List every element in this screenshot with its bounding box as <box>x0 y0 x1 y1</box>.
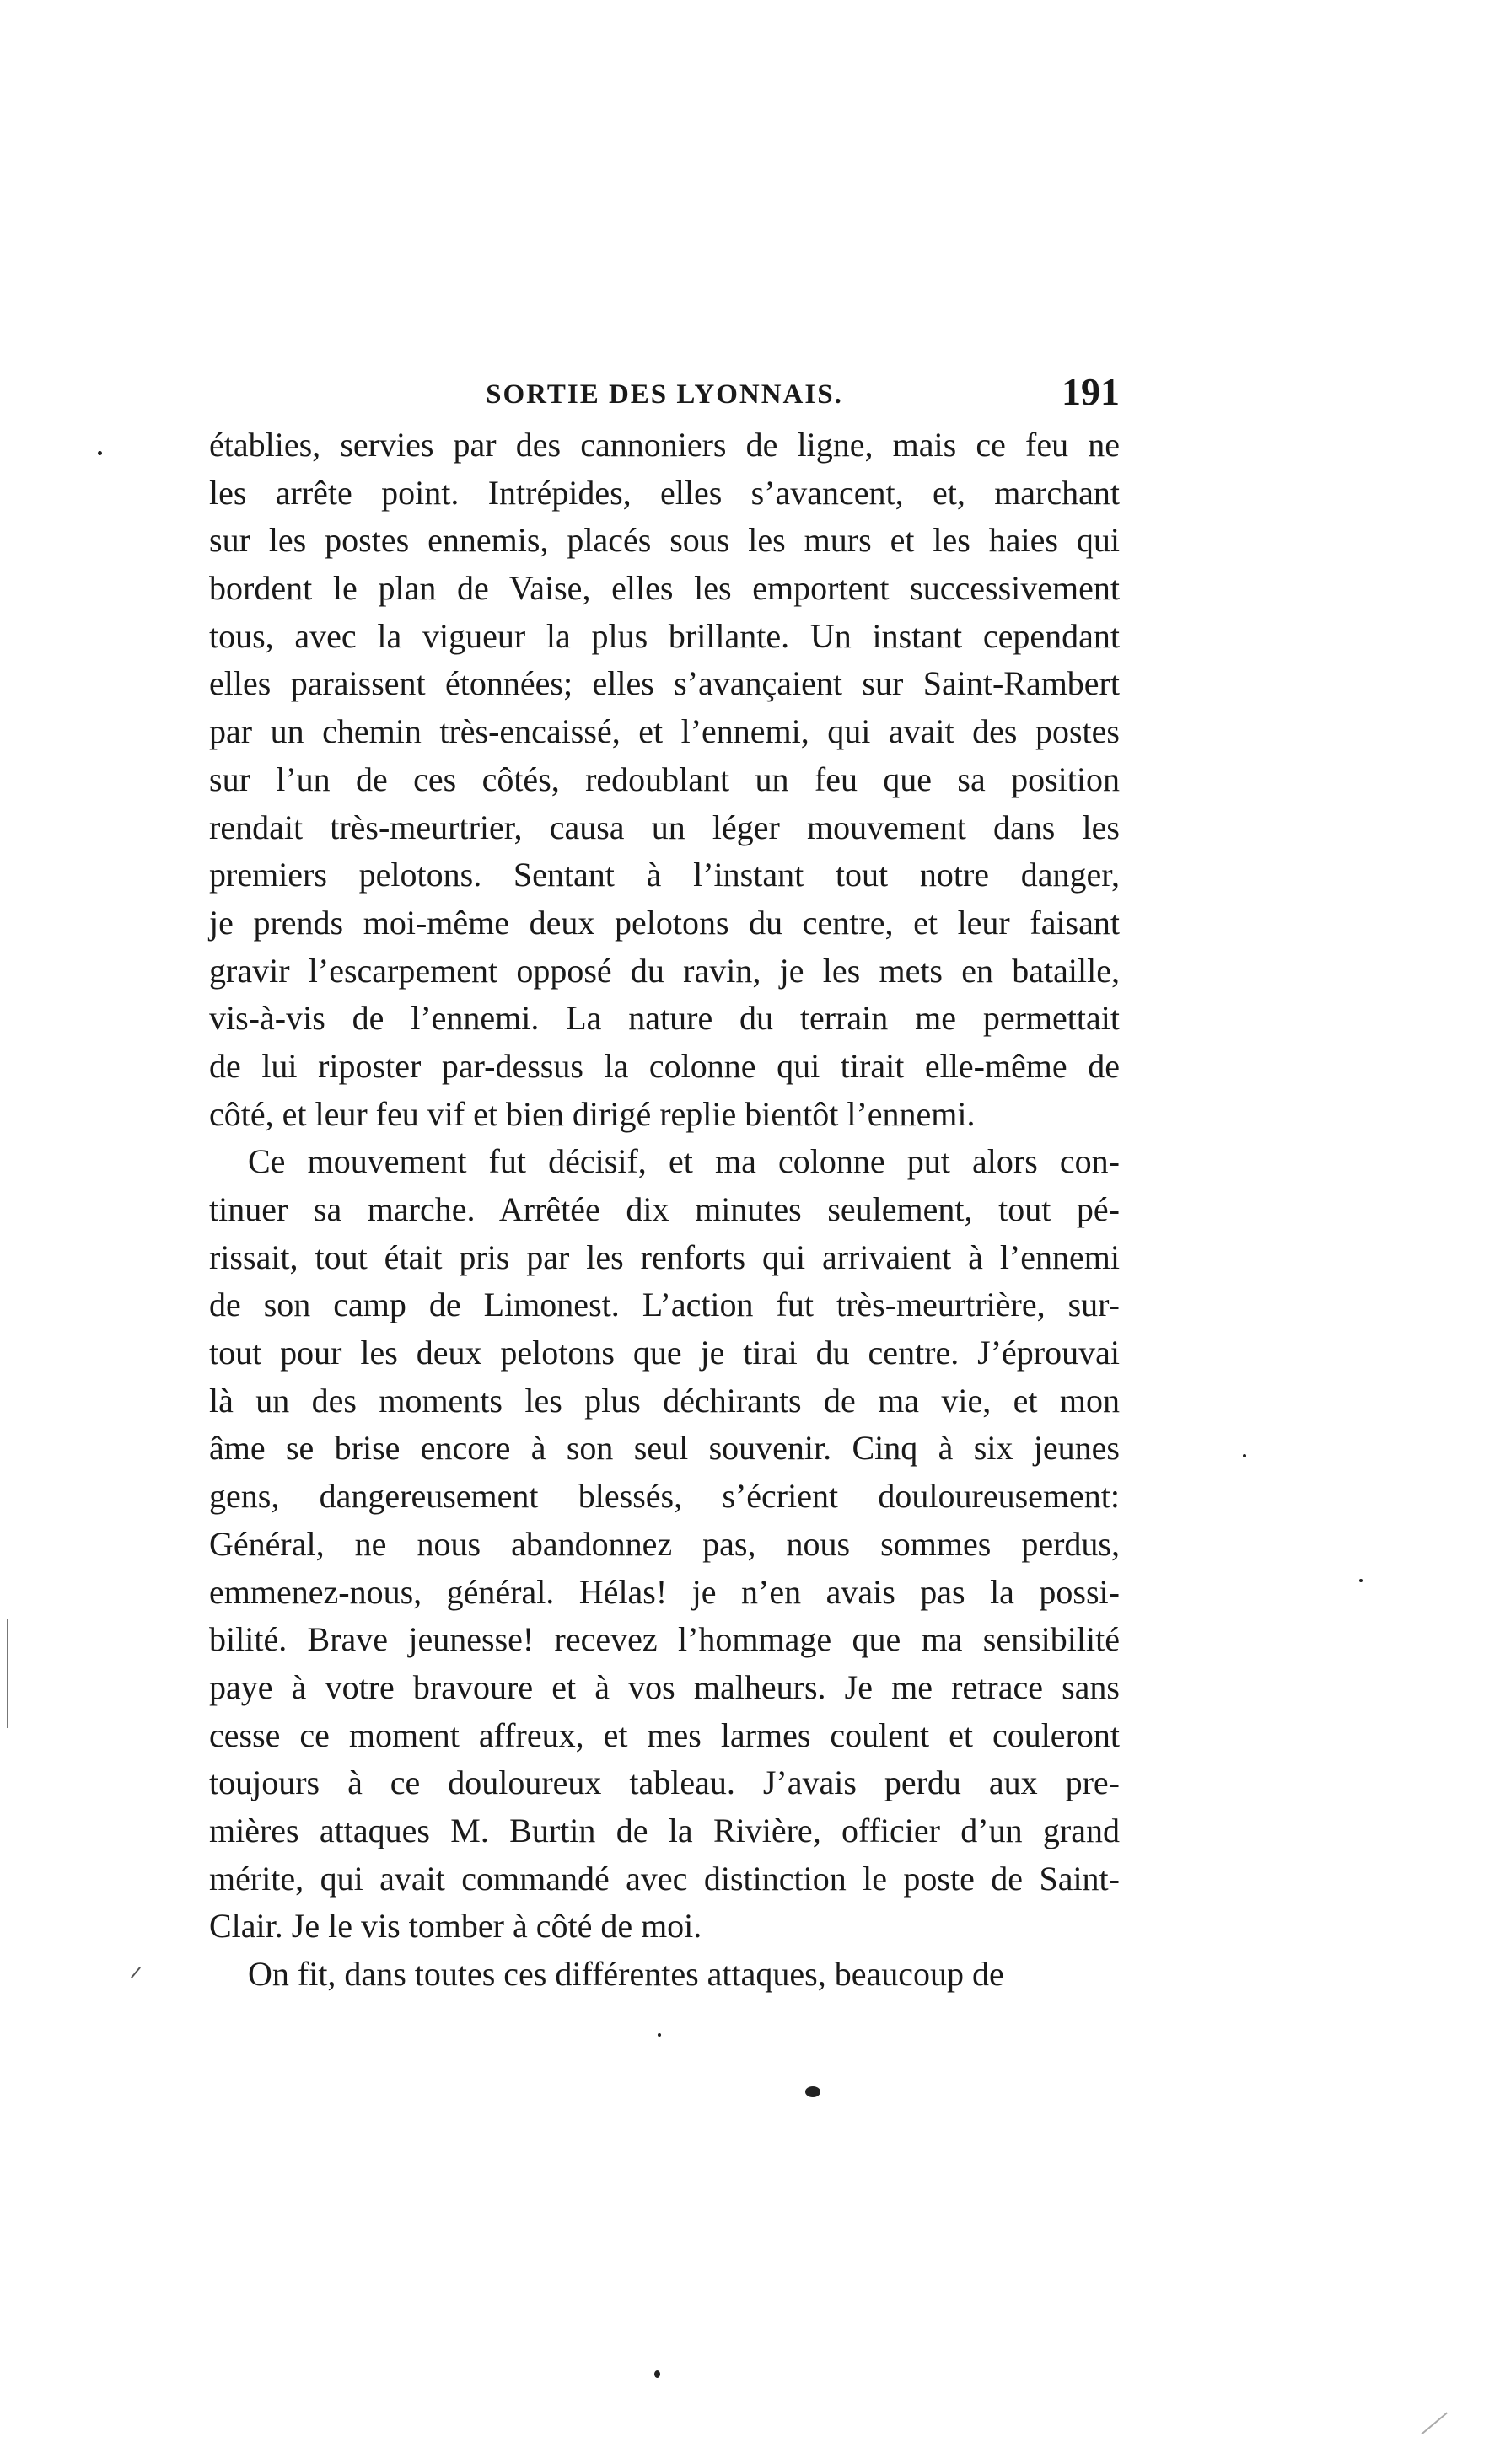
text-line: de lui riposter par-dessus la colonne qui tirait elle-même de <box>209 1046 1120 1085</box>
text-line: paye à votre bravoure et à vos malheurs. Je me retrace sans <box>209 1667 1120 1706</box>
ink-speck <box>658 2033 661 2037</box>
text-line: Ce mouvement fut décisif, et ma colonne put alors con- <box>248 1142 1120 1181</box>
text-line: tout pour les deux pelotons que je tirai du centre. J’éprouvai <box>209 1334 1120 1372</box>
text-line: premiers pelotons. Sentant à l’instant tout notre danger, <box>209 856 1120 894</box>
text-line: établies, servies par des cannoniers de ligne, mais ce feu ne <box>209 426 1120 464</box>
text-line: rendait très-meurtrier, causa un léger mouvement dans les <box>209 808 1120 846</box>
text-line: sur les postes ennemis, placés sous les murs et les haies qui <box>209 521 1120 560</box>
text-line: tous, avec la vigueur la plus brillante. Un instant cependant <box>209 616 1120 655</box>
text-line: emmenez-nous, général. Hélas! je n’en avais pas la possi- <box>209 1572 1120 1611</box>
ink-speck <box>654 2370 660 2378</box>
text-line: Clair. Je le vis tomber à côté de moi. <box>209 1907 702 1946</box>
text-line: de son camp de Limonest. L’action fut très-meurtrière, sur- <box>209 1286 1120 1324</box>
text-line: côté, et leur feu vif et bien dirigé replie bientôt l’ennemi. <box>209 1094 976 1133</box>
scan-edge-mark <box>7 1619 8 1728</box>
scan-edge-mark <box>131 1967 141 1978</box>
ink-speck <box>1243 1454 1246 1457</box>
scan-edge-mark <box>1421 2412 1448 2434</box>
text-line: mières attaques M. Burtin de la Rivière, officier d’un grand <box>209 1811 1120 1849</box>
text-line: Général, ne nous abandonnez pas, nous sommes perdus, <box>209 1524 1120 1563</box>
text-line: vis-à-vis de l’ennemi. La nature du terrain me permettait <box>209 999 1120 1038</box>
page-number: 191 <box>1062 370 1120 413</box>
ink-speck <box>1359 1579 1363 1582</box>
text-line: âme se brise encore à son seul souvenir. Cinq à six jeunes <box>209 1429 1120 1468</box>
body-text <box>209 421 1120 1999</box>
text-line: elles paraissent étonnées; elles s’avançaient sur Saint-Rambert <box>209 664 1120 703</box>
text-line: là un des moments les plus déchirants de ma vie, et mon <box>209 1381 1120 1420</box>
running-title: SORTIE DES LYONNAIS. <box>486 379 843 410</box>
text-line: mérite, qui avait commandé avec distinction le poste de Saint- <box>209 1859 1120 1898</box>
text-line: bordent le plan de Vaise, elles les emportent successivement <box>209 569 1120 608</box>
text-line: je prends moi-même deux pelotons du centre, et leur faisant <box>209 903 1120 942</box>
text-line: bilité. Brave jeunesse! recevez l’hommage que ma sensibilité <box>209 1620 1120 1659</box>
text-line: gens, dangereusement blessés, s’écrient douloureusement: <box>209 1477 1120 1516</box>
text-line: gravir l’escarpement opposé du ravin, je les mets en bataille, <box>209 951 1120 990</box>
text-line: toujours à ce douloureux tableau. J’avais perdu aux pre- <box>209 1763 1120 1802</box>
ink-speck-bullet <box>805 2086 820 2097</box>
text-line: sur l’un de ces côtés, redoublant un feu que sa position <box>209 760 1120 798</box>
text-line: les arrête point. Intrépides, elles s’avancent, et, marchant <box>209 473 1120 512</box>
text-line: cesse ce moment affreux, et mes larmes coulent et couleront <box>209 1715 1120 1754</box>
text-line: tinuer sa marche. Arrêtée dix minutes seulement, tout pé- <box>209 1190 1120 1228</box>
text-line: rissait, tout était pris par les renforts qui arrivaient à l’ennemi <box>209 1237 1120 1276</box>
text-line: par un chemin très-encaissé, et l’ennemi, qui avait des postes <box>209 712 1120 751</box>
ink-speck <box>98 451 102 455</box>
running-head <box>209 369 1120 420</box>
text-line: On fit, dans toutes ces différentes attaques, beaucoup de <box>248 1955 1004 1993</box>
